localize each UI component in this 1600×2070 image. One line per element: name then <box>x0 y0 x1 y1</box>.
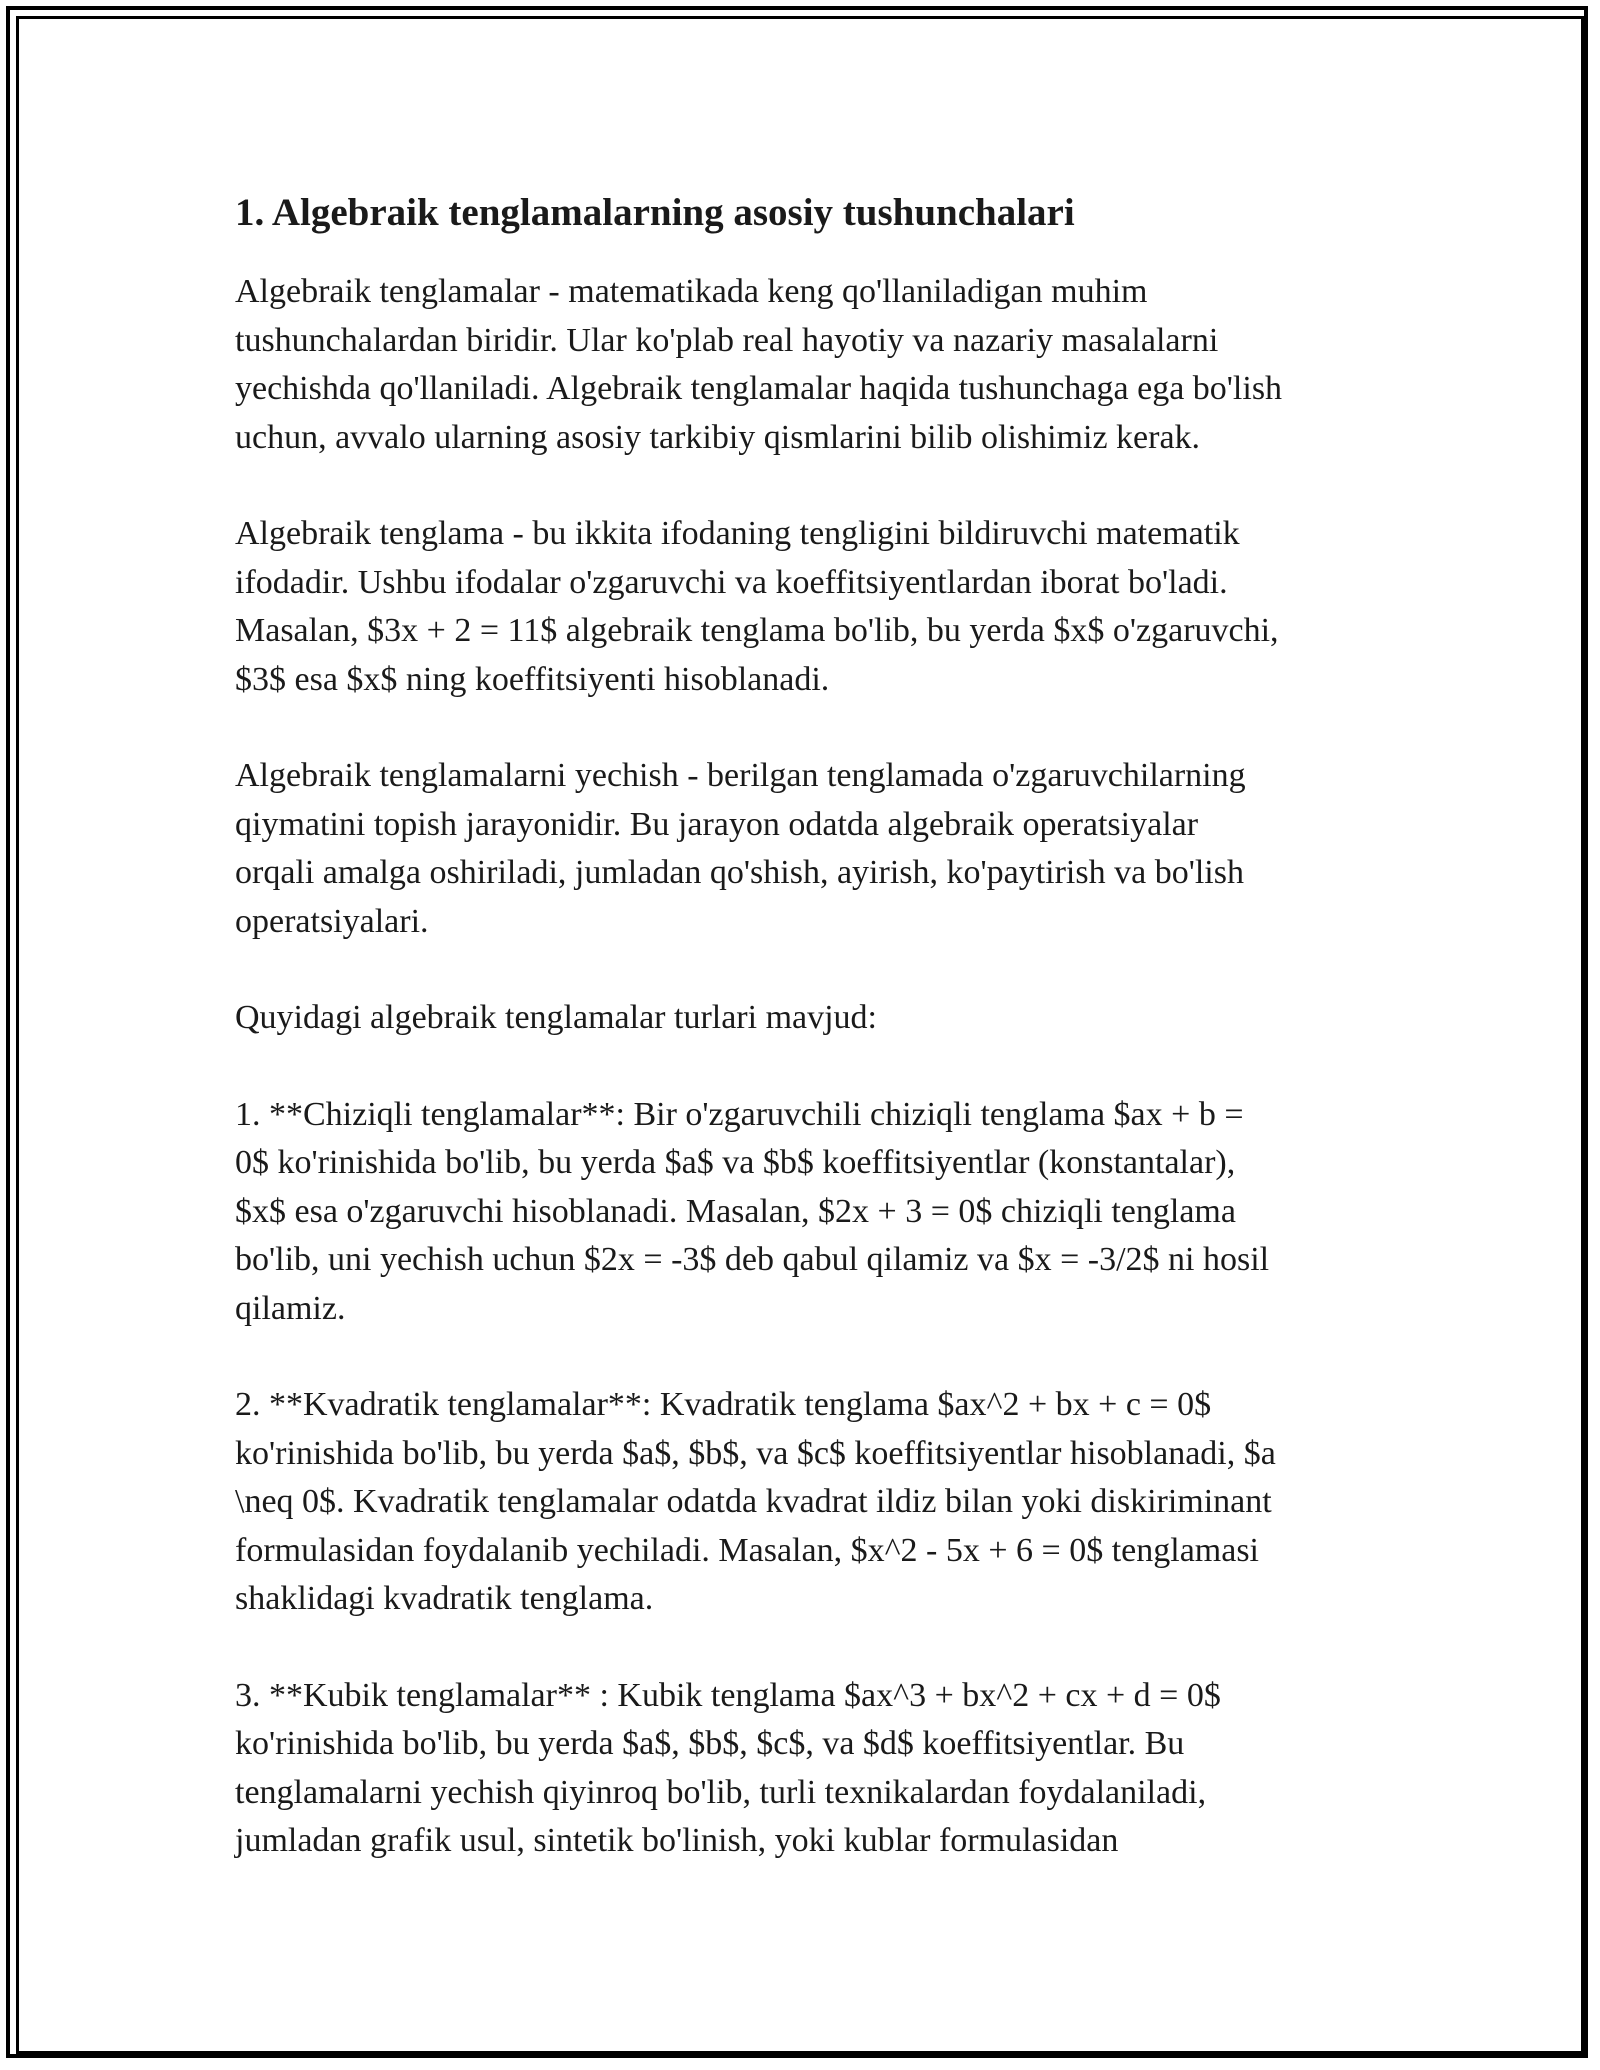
paragraph-linear: 1. **Chiziqli tenglamalar**: Bir o'zgaruvchili chiziqli tenglama $ax + b = 0$ ko'rinishida bo'lib, bu yerda $a$ va $b$ koeffitsiyentlar (konstantalar), $x$ esa o'zgaruvchi hisoblanadi. Masalan, $2x + 3 = 0$ chiziqli tenglama bo'lib, uni yechish uchun $2x = -3$ deb qabul qilamiz va $x = -3/2$ ni hosil qilamiz. <box>235 1095 1270 1327</box>
paragraph-types-intro: Quyidagi algebraik tenglamalar turlari mavjud: <box>235 999 877 1036</box>
paragraph-quadratic: 2. **Kvadratik tenglamalar**: Kvadratik tenglama $ax^2 + bx + c = 0$ ko'rinishida bo'lib, bu yerda $a$, $b$, va $c$ koeffitsiyentlar hisoblanadi, $a \neq 0$. Kvadratik tenglamalar odatda kvadrat ildiz bilan yoki diskiriminant formulasidan foydalanib yechiladi. Masalan, $x^2 - 5x + 6 = 0$ tenglamasi shaklidagi kvadratik tenglama. <box>235 1386 1276 1617</box>
paragraph-cubic: 3. **Kubik tenglamalar** : Kubik tenglama $ax^3 + bx^2 + cx + d = 0$ ko'rinishida bo'lib, bu yerda $a$, $b$, $c$, va $d$ koeffitsiyentlar. Bu tenglamalarni yechish qiyinroq bo'lib, turli texnikalardan foydalaniladi, jumladan grafik usul, sintetik bo'linish, yoki kublar formulasidan <box>235 1676 1221 1859</box>
paragraph-definition: Algebraik tenglama - bu ikkita ifodaning tengligini bildiruvchi matematik ifodadir. Ushbu ifodalar o'zgaruvchi va koeffitsiyentlardan iborat bo'ladi. Masalan, $3x + 2 = 11$ algebraik tenglama bo'lib, bu yerda $x$ o'zgaruvchi, $3$ esa $x$ ning koeffitsiyenti hisoblanadi. <box>235 515 1279 698</box>
paragraph-solving: Algebraik tenglamalarni yechish - berilgan tenglamada o'zgaruvchilarning qiymatini topish jarayonidir. Bu jarayon odatda algebraik operatsiyalar orqali amalga oshiriladi, jumladan qo'shish, ayirish, ko'paytirish va bo'lish operatsiyalari. <box>235 757 1246 940</box>
document-body <box>235 188 1385 1914</box>
paragraph-intro: Algebraik tenglamalar - matematikada keng qo'llaniladigan muhim tushunchalardan biridir. Ular ko'plab real hayotiy va nazariy masalalarni yechishda qo'llaniladi. Algebraik tenglamalar haqida tushunchaga ega bo'lish uchun, avvalo ularning asosiy tarkibiy qismlarini bilib olishimiz kerak. <box>235 273 1283 456</box>
section-heading: 1. Algebraik tenglamalarning asosiy tushunchalari <box>235 191 1075 234</box>
